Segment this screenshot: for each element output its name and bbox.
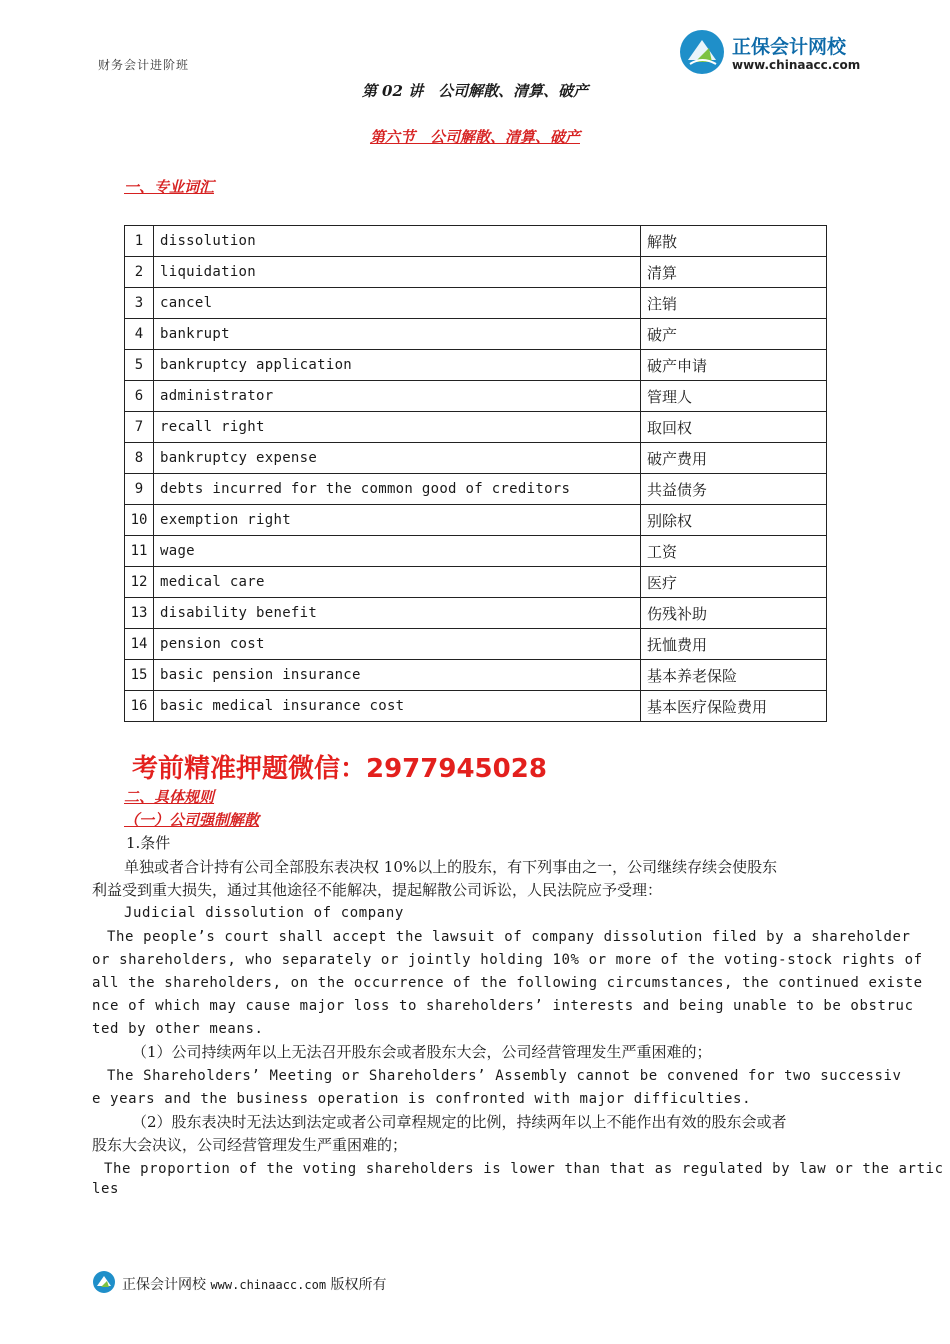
vocab-english: debts incurred for the common good of creditors — [154, 474, 641, 505]
table-row — [125, 474, 827, 505]
item2-en-line: les — [92, 1181, 120, 1197]
vocab-chinese: 别除权 — [641, 505, 827, 536]
vocab-english: dissolution — [154, 226, 641, 257]
vocab-english: cancel — [154, 288, 641, 319]
table-row — [125, 443, 827, 474]
vocab-chinese: 取回权 — [641, 412, 827, 443]
footer-rights: 版权所有 — [330, 1277, 387, 1293]
table-row — [125, 226, 827, 257]
brand-name: 正保会计网校 — [732, 36, 847, 58]
vocab-english: administrator — [154, 381, 641, 412]
vocab-chinese: 共益债务 — [641, 474, 827, 505]
running-header: 财务会计进阶班 — [98, 58, 190, 72]
vocab-number: 13 — [125, 598, 154, 629]
vocab-chinese: 破产申请 — [641, 350, 827, 381]
item2-zh-line1: （2）股东表决时无法达到法定或者公司章程规定的比例，持续两年以上不能作出有效的股东会或者 — [132, 1113, 787, 1131]
eng1-line: The people’s court shall accept the lawsuit of company dissolution filed by a shareholder — [107, 929, 911, 945]
vocab-number: 15 — [125, 660, 154, 691]
item1-zh: （1）公司持续两年以上无法召开股东会或者股东大会，公司经营管理发生严重困难的； — [132, 1043, 712, 1061]
eng1-line: ted by other means. — [92, 1021, 264, 1037]
vocab-chinese: 解散 — [641, 226, 827, 257]
vocab-chinese: 破产费用 — [641, 443, 827, 474]
table-row — [125, 598, 827, 629]
section-title — [0, 126, 950, 147]
vocab-chinese: 工资 — [641, 536, 827, 567]
lecture-title: 第 02 讲 公司解散、清算、破产 — [361, 82, 589, 100]
vocab-number: 14 — [125, 629, 154, 660]
vocab-chinese: 医疗 — [641, 567, 827, 598]
vocab-number: 8 — [125, 443, 154, 474]
eng1-line: nce of which may cause major loss to shareholders’ interests and being unable to be obstruc — [92, 998, 914, 1014]
vocab-english: bankruptcy application — [154, 350, 641, 381]
vocab-chinese: 管理人 — [641, 381, 827, 412]
vocab-english: recall right — [154, 412, 641, 443]
brand-logo[interactable] — [676, 28, 866, 76]
section-title-text: 第六节 公司解散、清算、破产 — [369, 128, 580, 146]
vocab-english: basic pension insurance — [154, 660, 641, 691]
table-row — [125, 381, 827, 412]
vocab-number: 4 — [125, 319, 154, 350]
vocab-number: 2 — [125, 257, 154, 288]
vocab-english: wage — [154, 536, 641, 567]
item1-en-line: The Shareholders’ Meeting or Shareholders’ Assembly cannot be convened for two successiv — [107, 1068, 902, 1084]
footer-text — [122, 1274, 387, 1294]
vocab-english: exemption right — [154, 505, 641, 536]
brand-url[interactable]: www.chinaacc.com — [732, 58, 861, 72]
vocab-number: 7 — [125, 412, 154, 443]
table-row — [125, 629, 827, 660]
vocab-table — [124, 225, 827, 722]
vocab-chinese: 抚恤费用 — [641, 629, 827, 660]
vocab-english: bankrupt — [154, 319, 641, 350]
condition-label: 1.条件 — [126, 834, 171, 852]
vocab-number: 3 — [125, 288, 154, 319]
table-row — [125, 257, 827, 288]
vocab-number: 16 — [125, 691, 154, 722]
item2-en-line: The proportion of the voting shareholders is lower than that as regulated by law or the artic — [104, 1161, 944, 1177]
footer-logo-icon — [92, 1270, 116, 1294]
item2-zh-line2: 股东大会决议，公司经营管理发生严重困难的； — [92, 1136, 408, 1154]
eng1-line: or shareholders, who separately or jointly holding 10% or more of the voting-stock rights of — [92, 952, 923, 968]
table-row — [125, 350, 827, 381]
table-row — [125, 412, 827, 443]
vocab-english: liquidation — [154, 257, 641, 288]
wechat-banner: 考前精准押题微信：2977945028 — [132, 754, 547, 784]
subheading-forced-dissolution: （一）公司强制解散 — [124, 811, 260, 829]
vocab-number: 10 — [125, 505, 154, 536]
table-row — [125, 660, 827, 691]
vocab-chinese: 注销 — [641, 288, 827, 319]
vocab-chinese: 基本养老保险 — [641, 660, 827, 691]
brand-logo-icon — [678, 28, 726, 76]
vocab-english: bankruptcy expense — [154, 443, 641, 474]
item1-en-line: e years and the business operation is confronted with major difficulties. — [92, 1091, 752, 1107]
vocab-chinese: 破产 — [641, 319, 827, 350]
table-row — [125, 288, 827, 319]
table-row — [125, 505, 827, 536]
eng-title: Judicial dissolution of company — [124, 905, 404, 921]
table-row — [125, 536, 827, 567]
vocab-number: 11 — [125, 536, 154, 567]
para1-line1: 单独或者合计持有公司全部股东表决权 10%以上的股东，有下列事由之一，公司继续存续会使股东 — [124, 858, 778, 876]
vocab-number: 9 — [125, 474, 154, 505]
vocab-number: 1 — [125, 226, 154, 257]
table-row — [125, 691, 827, 722]
eng1-line: all the shareholders, on the occurrence of the following circumstances, the continued existe — [92, 975, 923, 991]
vocab-number: 5 — [125, 350, 154, 381]
footer-brand: 正保会计网校 — [122, 1277, 206, 1293]
rules-heading: 二、具体规则 — [124, 788, 215, 806]
vocab-heading: 一、专业词汇 — [124, 178, 215, 196]
vocab-chinese: 清算 — [641, 257, 827, 288]
vocab-chinese: 基本医疗保险费用 — [641, 691, 827, 722]
vocab-english: pension cost — [154, 629, 641, 660]
vocab-number: 6 — [125, 381, 154, 412]
vocab-english: basic medical insurance cost — [154, 691, 641, 722]
vocab-number: 12 — [125, 567, 154, 598]
table-row — [125, 319, 827, 350]
footer-url[interactable]: www.chinaacc.com — [210, 1278, 327, 1292]
para1-line2: 利益受到重大损失，通过其他途径不能解决，提起解散公司诉讼，人民法院应予受理： — [92, 881, 663, 899]
vocab-english: medical care — [154, 567, 641, 598]
vocab-english: disability benefit — [154, 598, 641, 629]
vocab-chinese: 伤残补助 — [641, 598, 827, 629]
table-row — [125, 567, 827, 598]
